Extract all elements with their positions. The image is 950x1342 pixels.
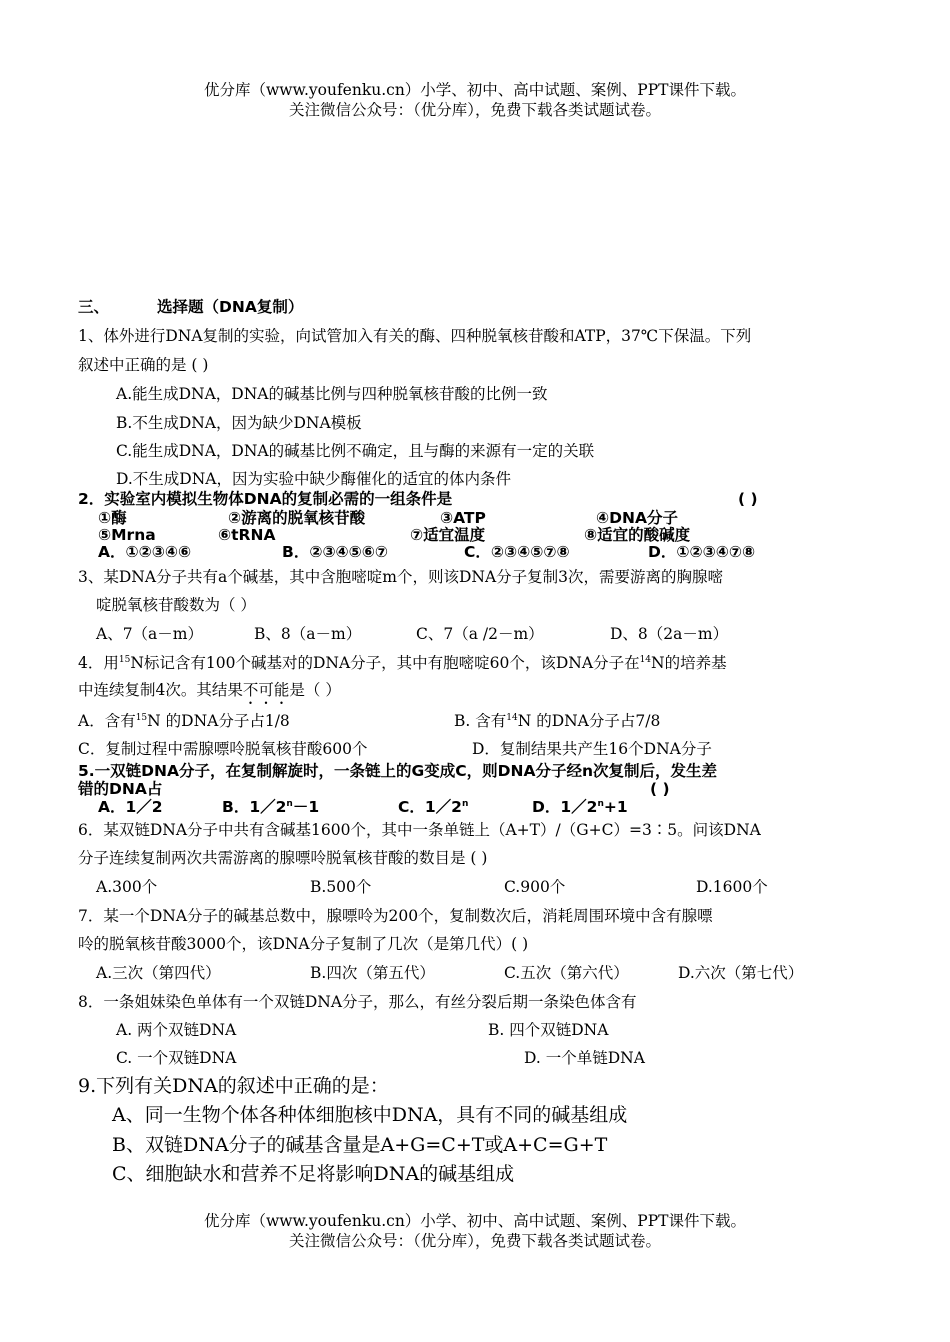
q5-option-c-text: C．1／2: [398, 798, 462, 816]
q9-option-b: B、双链DNA分子的碱基含量是A+G=C+T或A+C=G+T: [112, 1134, 608, 1156]
q1-option-b: B.不生成DNA，因为缺少DNA模板: [116, 414, 362, 432]
q4-option-c: C．复制过程中需腺嘌呤脱氧核苷酸600个: [78, 740, 368, 758]
q4-stem-line-2: [78, 679, 341, 708]
q2-option-c: C．②③④⑤⑦⑧: [464, 543, 570, 561]
q5-option-b-text-2: －1: [292, 798, 320, 816]
q7-option-b: B.四次（第五代）: [310, 964, 435, 982]
q2-condition-4: ④DNA分子: [596, 509, 678, 527]
q6-option-c: C.900个: [504, 878, 566, 896]
q6-option-b: B.500个: [310, 878, 372, 896]
q5-stem-line-1: 5.一双链DNA分子，在复制解旋时，一条链上的G变成C，则DNA分子经n次复制后，发生差: [78, 762, 717, 780]
footer-line-1: 优分库（www.youfenku.cn）小学、初中、高中试题、案例、PPT课件下载。: [203, 1212, 747, 1230]
q4-superscript-15: 15: [118, 655, 131, 665]
q5-option-d-text-2: +1: [603, 798, 628, 816]
q5-stem-line-2: 错的DNA占: [78, 780, 163, 798]
q4-stem-text-5: 是（ ）: [289, 681, 341, 699]
q9-option-c: C、细胞缺水和营养不足将影响DNA的碱基组成: [112, 1163, 515, 1185]
q4-option-d: D．复制结果共产生16个DNA分子: [472, 740, 712, 758]
q5-option-b: [222, 796, 319, 821]
q4-superscript-14: 14: [639, 655, 652, 665]
q3-stem-line-2: 啶脱氧核苷酸数为（ ）: [96, 596, 256, 614]
q5-option-c-superscript: n: [461, 799, 469, 809]
q5-option-d: [532, 796, 628, 821]
section-number: 三、: [78, 298, 110, 316]
q2-condition-6: ⑥tRNA: [218, 526, 276, 544]
q5-answer-paren: ( ): [650, 780, 670, 798]
q4-option-a-text-2: N 的DNA分子占1/8: [147, 712, 290, 730]
footer-line-2: 关注微信公众号：（优分库），免费下载各类试题试卷。: [288, 1232, 661, 1250]
q7-stem-line-1: 7．某一个DNA分子的碱基总数中，腺嘌呤为200个，复制数次后，消耗周围环境中含有腺嘌: [78, 907, 713, 925]
header-line-1: 优分库（www.youfenku.cn）小学、初中、高中试题、案例、PPT课件下载。: [203, 81, 747, 99]
q4-stem-text-3: N的培养基: [651, 654, 727, 672]
q5-option-b-superscript: n: [286, 799, 293, 809]
q3-option-d: D、8（2a－m）: [610, 625, 729, 643]
q2-condition-5: ⑤Mrna: [98, 526, 156, 544]
q5-option-c: [398, 796, 468, 821]
q7-stem-line-2: 呤的脱氧核苷酸3000个，该DNA分子复制了几次（是第几代）( ): [78, 935, 529, 953]
q2-answer-paren: ( ): [738, 490, 758, 508]
section-heading: 选择题（DNA复制）: [157, 298, 304, 316]
q8-option-b: B. 四个双链DNA: [488, 1021, 609, 1039]
q1-option-c: C.能生成DNA，DNA的碱基比例不确定，且与酶的来源有一定的关联: [116, 442, 595, 460]
q1-stem-line-2: 叙述中正确的是 ( ): [78, 356, 209, 374]
q7-option-d: D.六次（第七代）: [678, 964, 804, 982]
q3-stem-line-1: 3、某DNA分子共有a个碱基，其中含胞嘧啶m个，则该DNA分子复制3次，需要游离的胸腺嘧: [78, 568, 724, 586]
q4-option-a-text: A．含有: [78, 712, 136, 730]
q4-emphasis-text: 不可能: [242, 681, 290, 699]
q4-option-a-superscript: 15: [135, 713, 148, 723]
q3-option-b: B、8（a－m）: [254, 625, 362, 643]
q4-option-b-superscript: 14: [506, 713, 518, 723]
q5-option-d-superscript: n: [597, 799, 604, 809]
q4-stem-line-1: [78, 652, 727, 677]
q1-stem-line-1: 1、体外进行DNA复制的实验，向试管加入有关的酶、四种脱氧核苷酸和ATP，37℃下保温。下列: [78, 327, 752, 345]
q5-option-a: A．1／2: [98, 798, 163, 816]
q7-option-c: C.五次（第六代）: [504, 964, 629, 982]
q8-option-a: A. 两个双链DNA: [116, 1021, 237, 1039]
q4-stem-text-4: 中连续复制4次。其结果: [78, 681, 243, 699]
q2-option-b: B．②③④⑤⑥⑦: [282, 543, 389, 561]
q8-option-c: C. 一个双链DNA: [116, 1049, 237, 1067]
q4-option-b-text-2: N 的DNA分子占7/8: [517, 712, 661, 730]
q5-option-d-text: D．1／2: [532, 798, 598, 816]
q4-stem-text-2: N标记含有100个碱基对的DNA分子，其中有胞嘧啶60个，该DNA分子在: [130, 654, 640, 672]
q9-stem: 9.下列有关DNA的叙述中正确的是：: [78, 1075, 389, 1097]
q2-option-d: D．①②③④⑦⑧: [648, 543, 756, 561]
q2-condition-2: ②游离的脱氧核苷酸: [228, 509, 366, 527]
q4-option-b: [454, 710, 660, 735]
q1-option-d: D.不生成DNA，因为实验中缺少酶催化的适宜的体内条件: [116, 470, 511, 488]
q2-stem: 2．实验室内模拟生物体DNA的复制必需的一组条件是: [78, 490, 453, 508]
q6-option-d: D.1600个: [696, 878, 768, 896]
q3-option-a: A、7（a－m）: [96, 625, 203, 643]
q9-option-a: A、同一生物个体各种体细胞核中DNA，具有不同的碱基组成: [112, 1104, 628, 1126]
q2-condition-8: ⑧适宜的酸碱度: [584, 526, 691, 544]
q5-option-b-text: B．1／2: [222, 798, 287, 816]
q8-option-d: D. 一个单链DNA: [524, 1049, 645, 1067]
q2-option-a: A．①②③④⑥: [98, 543, 192, 561]
q2-condition-3: ③ATP: [440, 509, 486, 527]
q7-option-a: A.三次（第四代）: [96, 964, 221, 982]
q1-option-a: A.能生成DNA，DNA的碱基比例与四种脱氧核苷酸的比例一致: [116, 385, 548, 403]
q2-condition-1: ①酶: [98, 509, 127, 527]
q4-option-a: [78, 710, 290, 735]
section-title: [78, 296, 303, 318]
q4-option-b-text: B. 含有: [454, 712, 507, 730]
q8-stem: 8．一条姐妹染色单体有一个双链DNA分子，那么，有丝分裂后期一条染色体含有: [78, 993, 637, 1011]
q6-stem-line-1: 6．某双链DNA分子中共有含碱基1600个，其中一条单链上（A+T）/（G+C）=3∶5。问该DNA: [78, 821, 761, 839]
header-line-2: 关注微信公众号：（优分库），免费下载各类试题试卷。: [288, 101, 661, 119]
q3-option-c: C、7（a /2－m）: [416, 625, 544, 643]
q2-condition-7: ⑦适宜温度: [410, 526, 486, 544]
q4-stem-text-1: 4．用: [78, 654, 119, 672]
q6-stem-line-2: 分子连续复制两次共需游离的腺嘌呤脱氧核苷酸的数目是 ( ): [78, 849, 488, 867]
q6-option-a: A.300个: [96, 878, 158, 896]
